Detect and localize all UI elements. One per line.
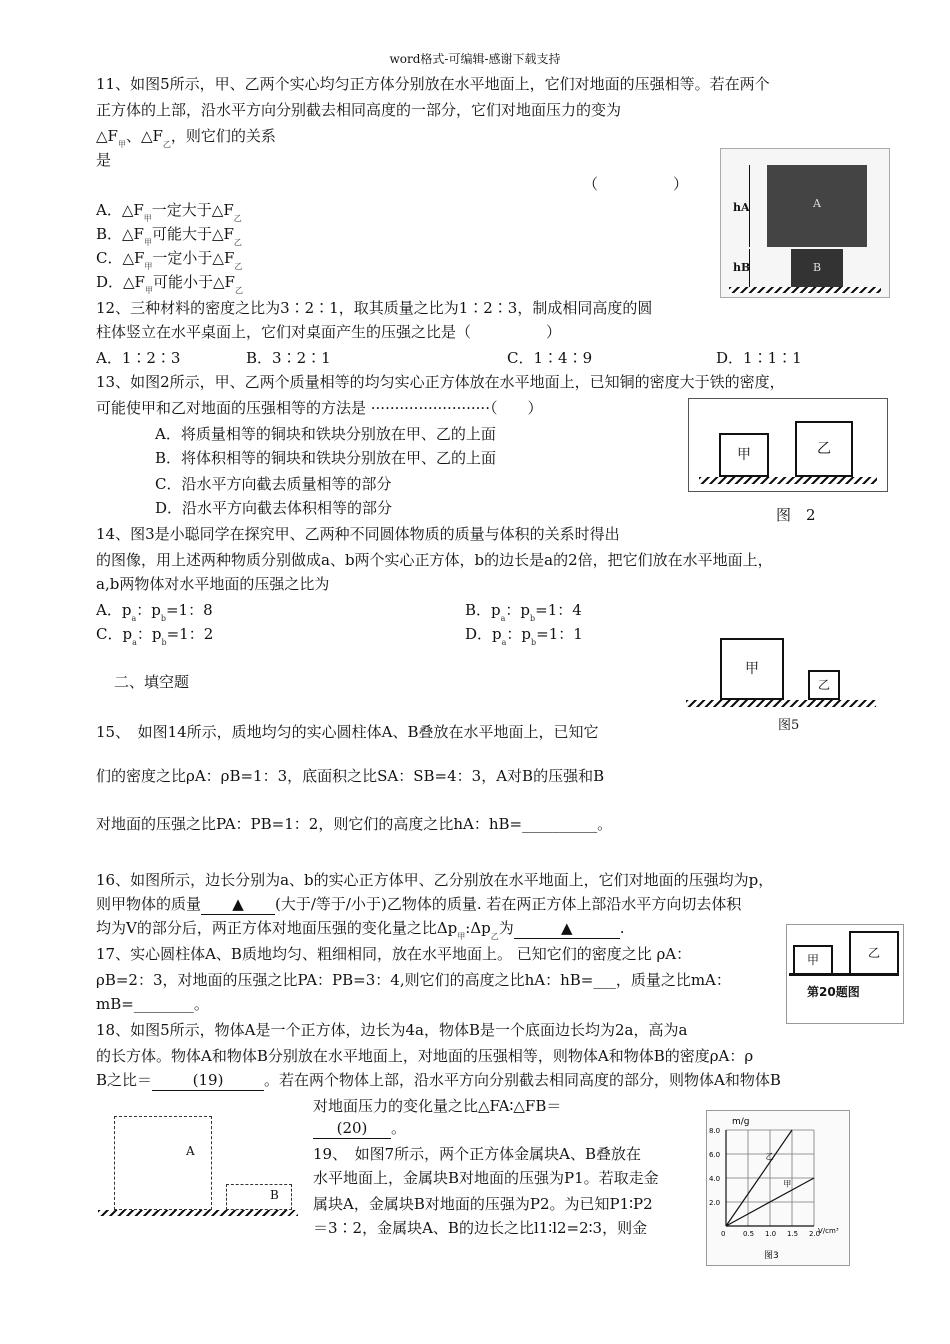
chart-ylabel: m/g	[732, 1117, 750, 1127]
cube-yi: 乙	[808, 670, 840, 700]
q13-figure-caption: 图 2	[776, 506, 816, 524]
q13-option-d: D．沿水平方向截去体积相等的部分	[155, 499, 393, 517]
ground	[686, 700, 876, 707]
q19-line4: ＝3∶2，金属块A、B的边长之比l1∶l2=2∶3，则金	[313, 1219, 648, 1237]
q14-option-a: A．$p_a$：$p_b=1$：8	[96, 601, 213, 623]
q12-option-a: A．1∶2∶3	[96, 349, 181, 367]
q15-line3: 对地面的压强之比PA：PB=1：2，则它们的高度之比hA：hB=__________。	[96, 815, 613, 833]
block-a	[114, 1116, 212, 1210]
chart-xlabel: V/cm³	[818, 1227, 839, 1235]
chart-x-tick-label: 0.5	[743, 1230, 755, 1238]
block-a-label: A	[813, 197, 821, 210]
block-b-label: B	[813, 261, 822, 274]
q13-line1: 13、如图2所示，甲、乙两个质量相等的均匀实心正方体放在水平地面上，已知铜的密度大于铁的密度，	[96, 373, 785, 391]
q11-option-c: C．$\triangle F_甲$一定小于$\triangle F_乙$	[96, 249, 243, 271]
q18-line3: B之比＝ (19) 。若在两个物体上部，沿水平方向分别截去相同高度的部分，则物体A和物体B	[96, 1071, 781, 1089]
q16-line1: 16、如图所示，边长分别为a、b的实心正方体甲、乙分别放在水平地面上，它们对地面的压强均为p，	[96, 871, 774, 889]
hb-label: hB	[733, 261, 751, 274]
chart-series-label: 甲	[783, 1179, 792, 1189]
q13-option-b: B．将体积相等的铜块和铁块分别放在甲、乙的上面	[155, 449, 497, 467]
q11-line1: 11、如图5所示，甲、乙两个实心均匀正方体分别放在水平地面上，它们对地面的压强相等。若在两个	[96, 75, 770, 93]
q11-option-a: A．$\triangle F_甲$一定大于$\triangle F_乙$	[96, 201, 242, 223]
q12-line2: 柱体竖立在水平桌面上，它们对桌面产生的压强之比是（ ）	[96, 323, 562, 341]
q12-option-b: B．3∶2∶1	[246, 349, 331, 367]
q12-option-d: D．1∶1∶1	[716, 349, 802, 367]
q11-figure	[720, 148, 890, 298]
q12-line1: 12、三种材料的密度之比为3∶2∶1，取其质量之比为1∶2∶3，制成相同高度的圆	[96, 299, 653, 317]
q14-option-b: B．$p_a$：$p_b=1$：4	[465, 601, 582, 623]
chart-y-tick-label: 8.0	[709, 1127, 721, 1135]
ground	[789, 973, 899, 976]
figure-caption: 图5	[778, 718, 800, 733]
q16-line2: 则甲物体的质量 ▲ (大于/等于/小于)乙物体的质量. 若在两正方体上部沿水平方向切去体积	[96, 895, 742, 913]
q14-option-d: D．$p_a$：$p_b=1$：1	[465, 625, 583, 647]
chart-x-tick-label: 1.0	[765, 1230, 777, 1238]
chart-y-tick-label: 4.0	[709, 1175, 721, 1183]
figure-caption: 第20题图	[807, 985, 860, 999]
q17-line2: ρB=2：3，对地面的压强之比PA：PB=3：4,则它们的高度之比hA：hB=___，质量之比mA：	[96, 971, 731, 989]
q18-figure	[98, 1116, 298, 1224]
chart-x-tick-label: 0	[721, 1230, 726, 1238]
q14-option-c: C．$p_a$：$p_b=1$：2	[96, 625, 214, 647]
q14-line3: a,b两物体对水平地面的压强之比为	[96, 575, 330, 593]
q14-line2: 的图像，用上述两种物质分别做成a、b两个实心正方体，b的边长是a的2倍，把它们放在水平地面上，	[96, 551, 773, 569]
q13-option-a: A．将质量相等的铜块和铁块分别放在甲、乙的上面	[155, 425, 496, 443]
chart-x-tick-label: 1.5	[787, 1230, 799, 1238]
q11-line4: 是	[96, 151, 112, 169]
q15-line2: 们的密度之比ρA：ρB=1：3，底面积之比SA：SB=4：3，A对B的压强和B	[96, 767, 605, 785]
ha-label: hA	[733, 201, 750, 214]
q18-line1: 18、如图5所示，物体A是一个正方体，边长为4a，物体B是一个底面边长均为2a，高为a	[96, 1021, 688, 1039]
chart-series-label: 乙	[765, 1151, 774, 1161]
block-b	[226, 1184, 292, 1210]
chart-caption: 图3	[764, 1251, 779, 1261]
q13-option-c: C．沿水平方向截去质量相等的部分	[155, 475, 392, 493]
section-fill-in-heading: 二、填空题	[114, 673, 190, 691]
block-b-label: B	[270, 1188, 279, 1202]
q19-line2: 水平地面上，金属块B对地面的压强为P1。若取走金	[313, 1169, 659, 1187]
q13-figure	[688, 398, 888, 492]
cube-jia: 甲	[793, 945, 833, 975]
q14-figure	[686, 636, 876, 734]
ground	[699, 477, 877, 484]
q11-option-d: D．$\triangle F_甲$可能小于$\triangle F_乙$	[96, 273, 243, 295]
q17-line3: mB=________。	[96, 995, 209, 1013]
cube-jia: 甲	[719, 433, 769, 477]
ground	[729, 287, 881, 293]
cube-yi: 乙	[849, 931, 899, 975]
q17-figure	[786, 924, 904, 1024]
q11-line3: $\triangle F_甲$、$\triangle F_乙$，则它们的关系	[96, 127, 276, 149]
q14-mass-volume-chart	[706, 1110, 850, 1266]
q11-option-b: B．$\triangle F_甲$可能大于$\triangle F_乙$	[96, 225, 242, 247]
cube-jia: 甲	[720, 638, 784, 700]
ground	[98, 1210, 298, 1216]
q18-line4: 对地面压力的变化量之比△FA∶△FB＝	[313, 1097, 562, 1115]
q14-line1: 14、图3是小聪同学在探究甲、乙两种不同圆体物质的质量与体积的关系时得出	[96, 525, 620, 543]
chart-y-tick-label: 6.0	[709, 1151, 721, 1159]
q12-option-c: C．1∶4∶9	[507, 349, 593, 367]
chart-x-tick-label: 2.0	[809, 1230, 821, 1238]
q13-line2: 可能使甲和乙对地面的压强相等的方法是 ·························（ ）	[96, 399, 543, 417]
q18-line2: 的长方体。物体A和物体B分别放在水平地面上，对地面的压强相等，则物体A和物体B的密度ρA：ρ	[96, 1047, 754, 1065]
q18-line5: (20) 。	[313, 1118, 406, 1139]
q15-line1: 15、 如图14所示，质地均匀的实心圆柱体A、B叠放在水平地面上，已知它	[96, 723, 599, 741]
q11-line2: 正方体的上部，沿水平方向分别截去相同高度的一部分，它们对地面压力的变为	[96, 101, 622, 119]
q19-line3: 属块A，金属块B对地面的压强为P2。为已知P1∶P2	[313, 1195, 653, 1213]
q11-bracket: （ ）	[583, 175, 689, 193]
cube-yi: 乙	[795, 421, 853, 477]
page-header: word格式-可编辑-感谢下载支持	[389, 52, 561, 66]
chart-y-tick-label: 2.0	[709, 1199, 721, 1207]
q17-line1: 17、实心圆柱体A、B质地均匀、粗细相同，放在水平地面上。 已知它们的密度之比 ρA：	[96, 945, 692, 963]
q19-line1: 19、 如图7所示，两个正方体金属块A、B叠放在	[313, 1145, 641, 1163]
block-a-label: A	[186, 1144, 195, 1158]
q16-line3: 均为V的部分后，两正方体对地面压强的变化量之比$\Delta p_甲:\Delta p_乙$为 ▲ .	[96, 919, 625, 941]
